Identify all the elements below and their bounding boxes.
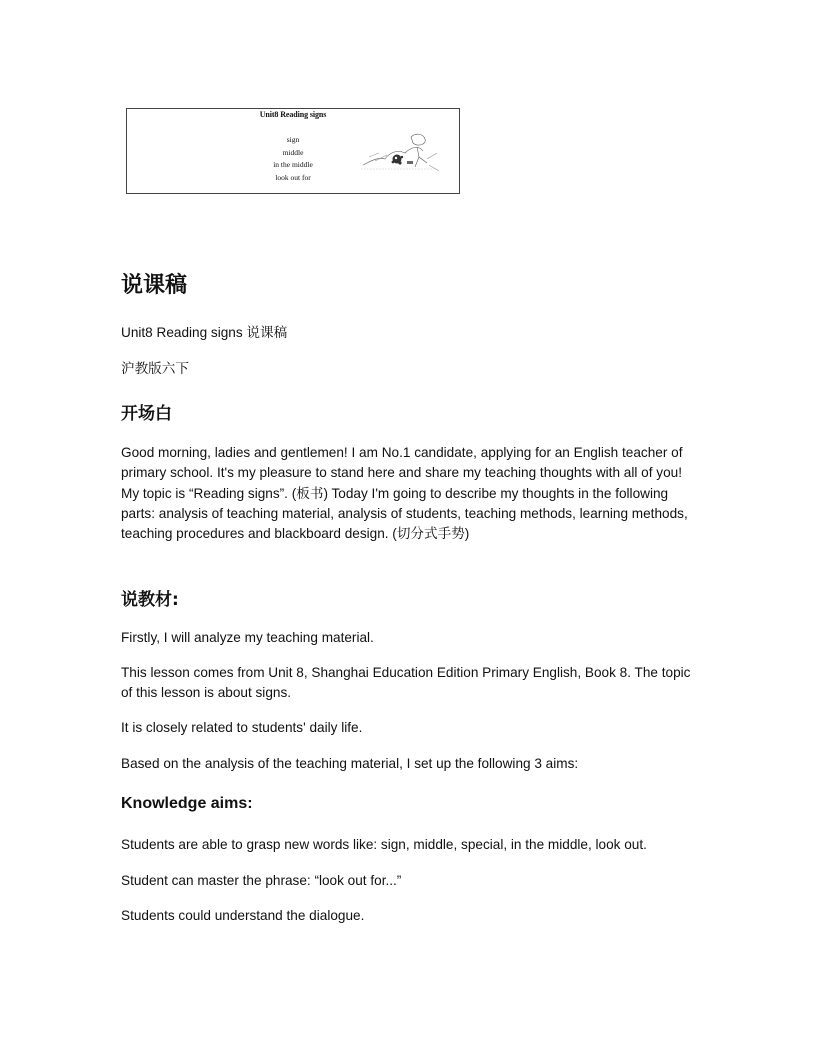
material-paragraph-2: This lesson comes from Unit 8, Shanghai Education Edition Primary English, Book 8. The topic of this lesson is about signs. xyxy=(121,665,691,701)
knowledge-aim-2: Student can master the phrase: “look out for...” xyxy=(121,873,402,888)
material-paragraph-1: Firstly, I will analyze my teaching material. xyxy=(121,630,374,645)
textbook-edition: 沪教版六下 xyxy=(121,361,189,376)
knowledge-aims-heading: Knowledge aims: xyxy=(121,795,253,812)
knowledge-aim-3: Students could understand the dialogue. xyxy=(121,908,365,923)
opening-heading: 开场白 xyxy=(121,404,172,424)
opening-paragraph: Good morning, ladies and gentlemen! I am No.1 candidate, applying for an English teacher of primary school. It's my pleasure to stand here and share my teaching thoughts with all of you! My topic is “Reading signs”. (板书) Today I'm going to describe my thoughts in the following parts: analysis of teaching material, analysis of students, teaching methods, learning methods, teaching procedures and blackboard design. (切分式手势) xyxy=(121,445,688,542)
blackboard-design-figure xyxy=(126,108,460,194)
board-word: middle xyxy=(282,147,304,157)
board-word: look out for xyxy=(275,172,311,182)
material-heading: 说教材: xyxy=(121,590,179,610)
material-paragraph-3: It is closely related to students' daily life. xyxy=(121,720,363,735)
board-title: Unit8 Reading signs xyxy=(259,110,327,119)
board-sketch-illustration xyxy=(357,131,441,181)
lesson-subtitle: Unit8 Reading signs 说课稿 xyxy=(121,325,288,340)
material-paragraph-4: Based on the analysis of the teaching material, I set up the following 3 aims: xyxy=(121,756,579,771)
board-word: sign xyxy=(286,135,300,144)
page-title: 说课稿 xyxy=(121,273,188,298)
board-word-list xyxy=(242,134,344,184)
knowledge-aim-1: Students are able to grasp new words like: sign, middle, special, in the middle, look out. xyxy=(121,837,647,852)
board-word: in the middle xyxy=(273,160,313,169)
